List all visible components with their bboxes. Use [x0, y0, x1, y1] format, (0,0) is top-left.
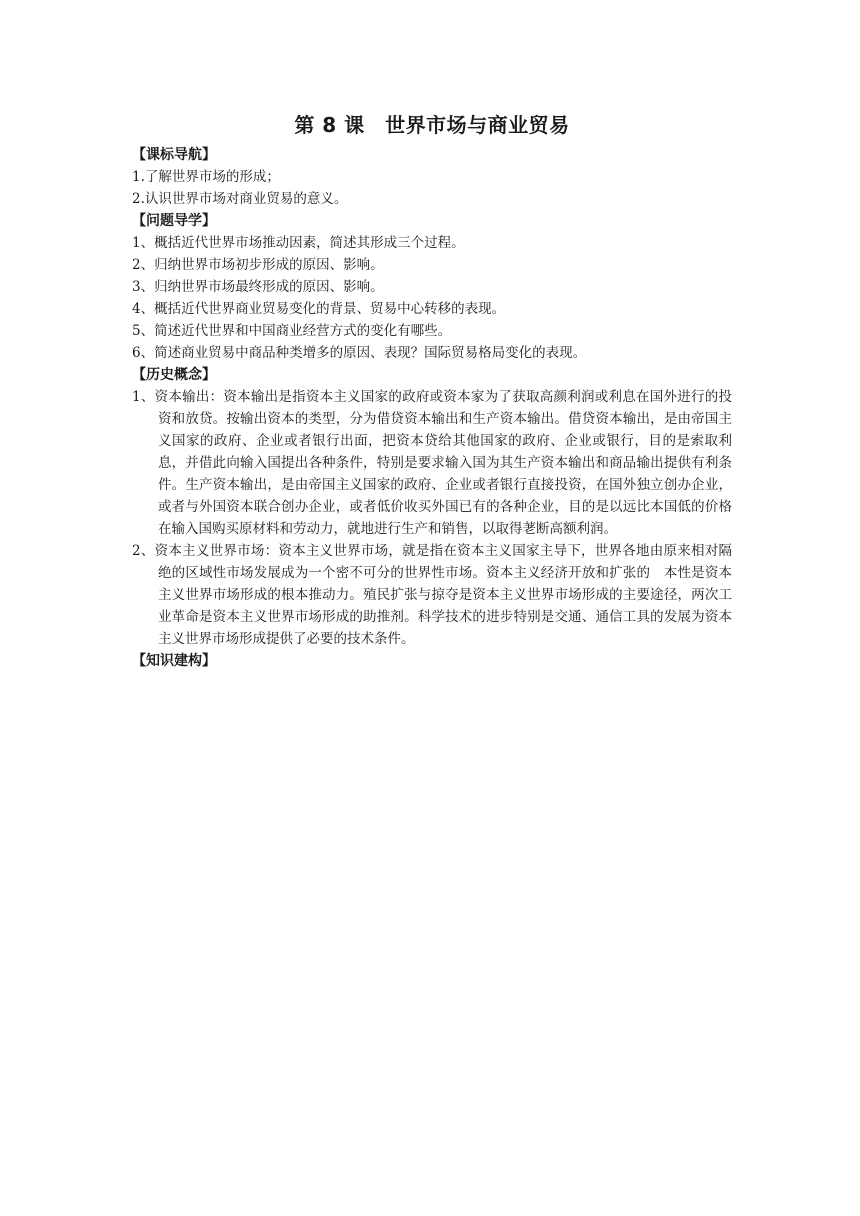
- concept-world-market: 2、资本主义世界市场：资本主义世界市场，就是指在资本主义国家主导下，世界各地由原来相对隔绝的区域性市场发展成为一个密不可分的世界性市场。资本主义经济开放和扩张的 本性是资本主义世界市场形成的根本推动力。殖民扩张与掠夺是资本主义世界市场形成的主要途径，两次工业革命是资本主义世界市场形成的助推剂。科学技术的进步特别是交通、通信工具的发展为资本主义世界市场形成提供了必要的技术条件。: [132, 543, 732, 647]
- wenti-item: 5、简述近代世界和中国商业经营方式的变化有哪些。: [132, 323, 452, 339]
- wenti-item: 4、概括近代世界商业贸易变化的背景、贸易中心转移的表现。: [132, 301, 506, 317]
- section-heading-wenti: 【问题导学】: [132, 213, 216, 229]
- kebiao-item: 2.认识世界市场对商业贸易的意义。: [132, 191, 348, 207]
- section-heading-zhishi: 【知识建构】: [132, 653, 216, 669]
- section-heading-lishi: 【历史概念】: [132, 367, 216, 383]
- wenti-item: 3、归纳世界市场最终形成的原因、影响。: [132, 279, 384, 295]
- kebiao-item: 1.了解世界市场的形成；: [132, 169, 280, 185]
- wenti-item: 2、归纳世界市场初步形成的原因、影响。: [132, 257, 384, 273]
- document-page: [132, 108, 732, 672]
- wenti-item: 1、概括近代世界市场推动因素，简述其形成三个过程。: [132, 235, 465, 251]
- concept-capital-export: 1、资本输出：资本输出是指资本主义国家的政府或资本家为了获取高颜利润或利息在国外进行的投资和放贷。按输出资本的类型，分为借贷资本输出和生产资本输出。借贷资本输出，是由帝国主义国家的政府、企业或者银行出面，把资本贷给其他国家的政府、企业或银行，目的是索取利息，并借此向输入国提出各种条件，特别是要求输入国为其生产资本输出和商品输出提供有利条件。生产资本输出，是由帝国主义国家的政府、企业或者银行直接投资，在国外独立创办企业，或者与外国资本联合创办企业，或者低价收买外国已有的各种企业，目的是以远比本国低的价格在输入国购买原材料和劳动力，就地进行生产和销售，以取得荖断高额利润。: [132, 389, 732, 537]
- section-heading-kebiao: 【课标导航】: [132, 147, 216, 163]
- page-title: 第 8 课 世界市场与商业贸易: [294, 113, 570, 137]
- wenti-item: 6、简述商业贸易中商品种类增多的原因、表现？国际贸易格局变化的表现。: [132, 345, 587, 361]
